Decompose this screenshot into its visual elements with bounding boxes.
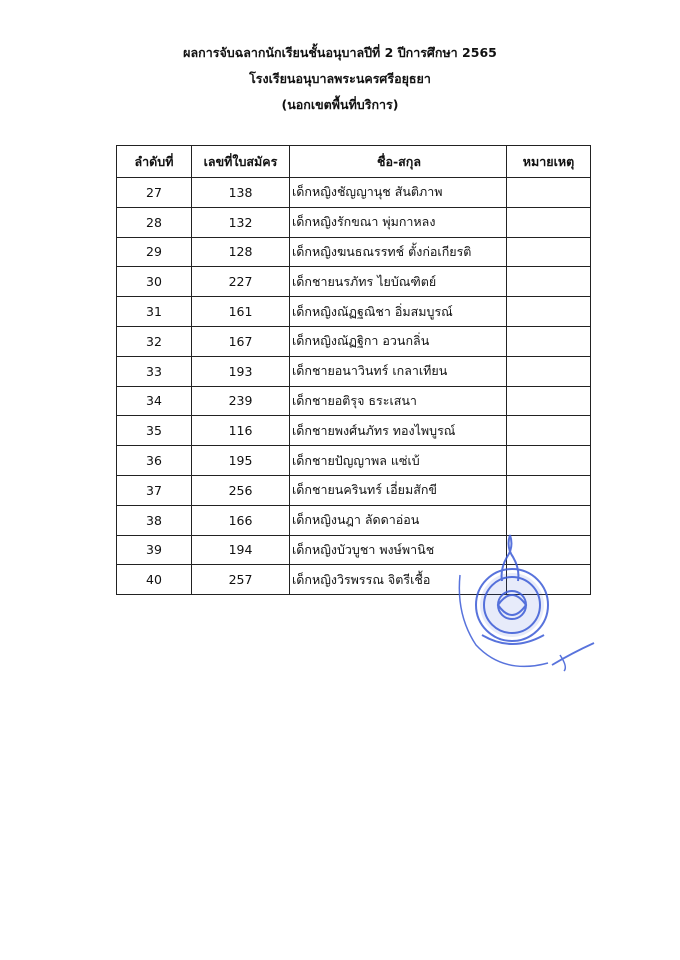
cell-order: 34	[117, 386, 192, 416]
cell-order: 29	[117, 237, 192, 267]
cell-remark	[507, 326, 591, 356]
cell-name: เด็กชายนรภัทร ไยบัณฑิตย์	[290, 267, 507, 297]
header-application-no: เลขที่ใบสมัคร	[192, 146, 290, 178]
cell-application-no: 239	[192, 386, 290, 416]
table-row	[117, 386, 591, 416]
cell-remark	[507, 297, 591, 327]
school-name: โรงเรียนอนุบาลพระนครศรีอยุธยา	[249, 71, 431, 86]
cell-order: 36	[117, 446, 192, 476]
table-row	[117, 446, 591, 476]
table-row	[117, 297, 591, 327]
cell-application-no: 194	[192, 535, 290, 565]
cell-application-no: 167	[192, 326, 290, 356]
header-name: ชื่อ-สกุล	[290, 146, 507, 178]
cell-name: เด็กหญิงชัญญานุช สันติภาพ	[290, 178, 507, 208]
table-row	[117, 267, 591, 297]
zone-note: (นอกเขตพื้นที่บริการ)	[281, 97, 399, 112]
cell-order: 39	[117, 535, 192, 565]
cell-name: เด็กชายพงศ์นภัทร ทองไพบูรณ์	[290, 416, 507, 446]
cell-remark	[507, 178, 591, 208]
table-row	[117, 207, 591, 237]
cell-name: เด็กหญิงบัวบูชา พงษ์พานิช	[290, 535, 507, 565]
cell-name: เด็กชายปัญญาพล แซ่เบ้	[290, 446, 507, 476]
cell-remark	[507, 446, 591, 476]
cell-application-no: 128	[192, 237, 290, 267]
cell-application-no: 193	[192, 356, 290, 386]
cell-name: เด็กหญิงฆนธณรรทช์ ตั้งก่อเกียรติ	[290, 237, 507, 267]
cell-application-no: 227	[192, 267, 290, 297]
cell-name: เด็กหญิงณัฏฐิกา อวนกลิ่น	[290, 326, 507, 356]
table-row	[117, 326, 591, 356]
cell-name: เด็กชายอติรุจ ธระเสนา	[290, 386, 507, 416]
table-row	[117, 416, 591, 446]
cell-order: 38	[117, 505, 192, 535]
document-header	[0, 40, 680, 118]
table-row	[117, 237, 591, 267]
cell-application-no: 161	[192, 297, 290, 327]
header-remark: หมายเหตุ	[507, 146, 591, 178]
table-row	[117, 178, 591, 208]
cell-order: 35	[117, 416, 192, 446]
cell-order: 40	[117, 565, 192, 595]
cell-name: เด็กหญิงนฎา ลัดดาอ่อน	[290, 505, 507, 535]
cell-order: 31	[117, 297, 192, 327]
cell-application-no: 195	[192, 446, 290, 476]
cell-name: เด็กหญิงรักขณา พุ่มกาหลง	[290, 207, 507, 237]
cell-name: เด็กหญิงวิรพรรณ จิตรีเชื้อ	[290, 565, 507, 595]
cell-application-no: 116	[192, 416, 290, 446]
cell-name: เด็กหญิงณัฏฐณิชา อิ่มสมบูรณ์	[290, 297, 507, 327]
cell-application-no: 138	[192, 178, 290, 208]
cell-remark	[507, 207, 591, 237]
cell-application-no: 132	[192, 207, 290, 237]
cell-name: เด็กชายอนาวินทร์ เกลาเทียน	[290, 356, 507, 386]
cell-order: 30	[117, 267, 192, 297]
cell-remark	[507, 386, 591, 416]
cell-remark	[507, 475, 591, 505]
header-order: ลำดับที่	[117, 146, 192, 178]
school-seal-stamp	[452, 525, 602, 675]
cell-order: 32	[117, 326, 192, 356]
cell-remark	[507, 356, 591, 386]
cell-order: 27	[117, 178, 192, 208]
cell-remark	[507, 267, 591, 297]
cell-order: 33	[117, 356, 192, 386]
table-header-row	[117, 146, 591, 178]
cell-remark	[507, 416, 591, 446]
cell-order: 28	[117, 207, 192, 237]
cell-remark	[507, 237, 591, 267]
table-row	[117, 475, 591, 505]
cell-application-no: 166	[192, 505, 290, 535]
cell-name: เด็กชายนครินทร์ เอี่ยมสักขี	[290, 475, 507, 505]
cell-application-no: 256	[192, 475, 290, 505]
table-row	[117, 356, 591, 386]
document-title: ผลการจับฉลากนักเรียนชั้นอนุบาลปีที่ 2 ปีการศึกษา 2565	[183, 45, 497, 60]
cell-order: 37	[117, 475, 192, 505]
cell-application-no: 257	[192, 565, 290, 595]
